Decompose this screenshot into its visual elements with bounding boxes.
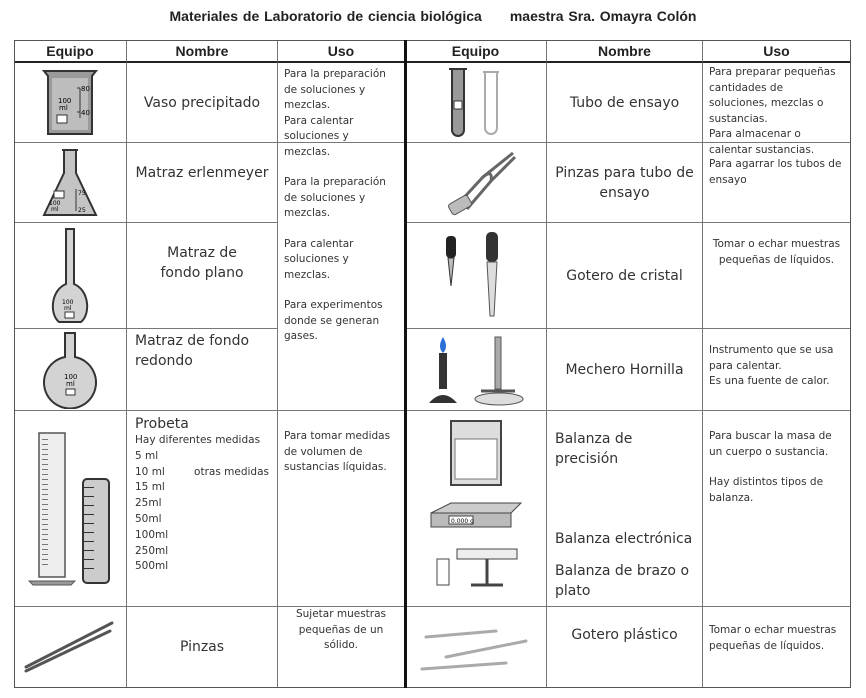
clamp-image xyxy=(405,143,547,223)
vaso-precipitado-name: Vaso precipitado xyxy=(127,63,278,143)
probeta-detail: 10 ml xyxy=(135,465,165,478)
svg-text:100: 100 xyxy=(58,96,72,105)
tweezers-icon xyxy=(22,617,118,677)
probeta-name-cell xyxy=(127,411,278,607)
gotero-plastico-uso: Tomar o echar muestras pequeñas de líquidos. xyxy=(703,607,851,688)
gotero-plastico-name: Gotero plástico xyxy=(547,607,703,688)
pinzas-name: Pinzas xyxy=(127,607,278,688)
erlenmeyer-flask-icon xyxy=(40,147,100,219)
flasks-uso: Para la preparación de soluciones y mezclas. Para calentar soluciones y mezclas. Para experimentos donde se generan gases. xyxy=(278,143,405,411)
round-bottom-flask-icon xyxy=(40,331,100,409)
balanzas-image xyxy=(405,411,547,607)
svg-text:100: 100 xyxy=(64,372,78,381)
balanza-precision-name: Balanza de precisión xyxy=(555,431,633,467)
tubo-ensayo-uso: Para preparar pequeñas cantidades de soluciones, mezclas o sustancias. Para almacenar o calentar sustancias. xyxy=(703,63,851,143)
glass-dropper-icon xyxy=(436,228,516,324)
svg-text:100: 100 xyxy=(62,298,74,306)
round-flask-image xyxy=(14,329,127,411)
svg-text:ml: ml xyxy=(59,103,68,112)
header-uso-right: Uso xyxy=(703,40,851,63)
gotero-cristal-image xyxy=(405,223,547,329)
table-divider xyxy=(404,40,407,688)
mechero-image xyxy=(405,329,547,411)
probeta-image xyxy=(14,411,127,607)
balanzas-names xyxy=(547,411,703,607)
title-main: Materiales de Laboratorio de ciencia biológica xyxy=(169,8,482,24)
svg-text:80: 80 xyxy=(81,84,90,93)
flat-bottom-flask-icon xyxy=(45,226,95,326)
probeta-detail: 100ml xyxy=(135,528,169,541)
tubo-image xyxy=(405,63,547,143)
title-teacher: maestra Sra. Omayra Colón xyxy=(509,8,697,24)
balances-icon xyxy=(421,419,531,599)
header-uso-left: Uso xyxy=(278,40,405,63)
flat-flask-image xyxy=(14,223,127,329)
svg-text:100: 100 xyxy=(49,199,61,207)
pinzas-tubo-uso: Para agarrar los tubos de ensayo xyxy=(703,143,851,223)
svg-text:0.000 g: 0.000 g xyxy=(450,517,474,525)
header-equipo-left: Equipo xyxy=(14,40,127,63)
plastic-dropper-icon xyxy=(416,617,536,677)
gotero-cristal-uso: Tomar o echar muestras pequeñas de líquidos. xyxy=(703,223,851,329)
balanza-electronica-name: Balanza electrónica xyxy=(555,531,693,547)
gotero-cristal-name: Gotero de cristal xyxy=(547,223,703,329)
probeta-uso: Para tomar medidas de volumen de sustancias líquidas. xyxy=(278,411,405,607)
vaso-precipitado-uso: Para la preparación de soluciones y mezclas. Para calentar soluciones y mezclas. xyxy=(278,63,405,143)
header-nombre-left: Nombre xyxy=(127,40,278,63)
pinzas-tubo-name: Pinzas para tubo de ensayo xyxy=(547,143,703,223)
svg-text:ml: ml xyxy=(51,205,59,213)
probeta-detail: Hay diferentes medidas xyxy=(135,434,261,446)
test-tube-icon xyxy=(441,66,511,140)
probeta-detail: 250ml xyxy=(135,544,169,557)
test-tube-clamp-icon xyxy=(431,147,521,219)
gotero-plastico-image xyxy=(405,607,547,688)
pinzas-uso: Sujetar muestras pequeñas de un sólido. xyxy=(278,607,405,688)
matraz-erlenmeyer-name: Matraz erlenmeyer xyxy=(127,143,278,223)
page-title xyxy=(0,8,866,24)
probeta-other: otras medidas xyxy=(194,465,269,478)
balanza-brazo-name: Balanza de brazo o plato xyxy=(555,563,690,599)
probeta-detail: 5 ml xyxy=(135,449,159,462)
probeta-detail: 25ml xyxy=(135,497,162,510)
erlenmeyer-image xyxy=(14,143,127,223)
matraz-fondo-plano-name: Matraz de fondo plano xyxy=(127,223,278,329)
bunsen-burner-icon xyxy=(421,333,531,407)
header-nombre-right: Nombre xyxy=(547,40,703,63)
balanzas-uso: Para buscar la masa de un cuerpo o sustancia. Hay distintos tipos de balanza. xyxy=(703,411,851,607)
pinzas-image xyxy=(14,607,127,688)
svg-text:ml: ml xyxy=(64,304,72,312)
mechero-uso: Instrumento que se usa para calentar. Es una fuente de calor. xyxy=(703,329,851,411)
probeta-name: Probeta xyxy=(135,416,189,432)
matraz-fondo-redondo-name: Matraz de fondo redondo xyxy=(127,329,278,411)
beaker-icon xyxy=(40,68,100,138)
mechero-name: Mechero Hornilla xyxy=(547,329,703,411)
svg-text:40: 40 xyxy=(81,108,90,117)
header-equipo-right: Equipo xyxy=(405,40,547,63)
svg-text:25: 25 xyxy=(78,206,86,214)
svg-text:ml: ml xyxy=(66,379,75,388)
probeta-detail: 15 ml xyxy=(135,481,165,494)
probeta-detail: 50ml xyxy=(135,512,162,525)
graduated-cylinder-icon xyxy=(25,429,115,589)
svg-text:75: 75 xyxy=(78,189,86,197)
tubo-ensayo-name: Tubo de ensayo xyxy=(547,63,703,143)
probeta-detail: 500ml xyxy=(135,560,169,573)
beaker-image xyxy=(14,63,127,143)
